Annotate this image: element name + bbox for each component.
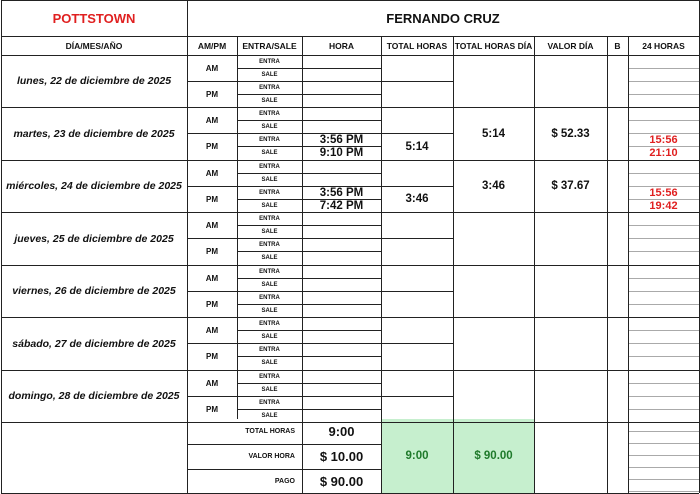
am-out-time-field[interactable] bbox=[302, 121, 381, 134]
total-hours-label: TOTAL HORAS bbox=[245, 428, 295, 435]
hour-value-label: VALOR HORA bbox=[248, 453, 295, 460]
day-value-field[interactable] bbox=[534, 318, 607, 371]
am-out-24h-field[interactable] bbox=[628, 331, 699, 344]
entra-label: ENTRA bbox=[259, 347, 280, 354]
sub-line bbox=[628, 356, 699, 357]
am-in-24h-field[interactable] bbox=[628, 160, 699, 173]
am-out-24h-field[interactable] bbox=[628, 121, 699, 134]
sub-line bbox=[628, 120, 699, 121]
am-out-24h-field[interactable] bbox=[628, 278, 699, 291]
am-in-time-field[interactable] bbox=[302, 160, 381, 173]
col-line bbox=[381, 36, 382, 493]
sub-line bbox=[628, 291, 699, 292]
pm-total-hours-field[interactable]: 3:46 bbox=[405, 193, 429, 206]
entra-label: ENTRA bbox=[259, 242, 280, 249]
am-label: AM bbox=[205, 273, 219, 283]
am-in-time-field[interactable] bbox=[302, 55, 381, 68]
day-total-hours-field[interactable] bbox=[453, 370, 534, 423]
sale-label: SALE bbox=[261, 71, 278, 78]
col-b-header: B bbox=[614, 40, 621, 51]
sale-label: SALE bbox=[261, 150, 278, 157]
sale-label: SALE bbox=[261, 386, 278, 393]
am-out-24h-field[interactable] bbox=[628, 383, 699, 396]
sub-line bbox=[628, 396, 699, 397]
am-in-time-field[interactable] bbox=[302, 370, 381, 383]
half-line bbox=[187, 343, 453, 344]
am-in-24h-field[interactable] bbox=[628, 318, 699, 331]
am-label: AM bbox=[205, 378, 219, 388]
day-date: domingo, 28 de diciembre de 2025 bbox=[8, 390, 180, 403]
half-line bbox=[187, 291, 453, 292]
sub-line bbox=[237, 120, 381, 121]
am-label: AM bbox=[205, 168, 219, 178]
sub-line bbox=[237, 356, 381, 357]
pm-in-24h-field[interactable] bbox=[628, 81, 699, 94]
entra-label: ENTRA bbox=[259, 111, 280, 118]
employee-name: FERNANDO CRUZ bbox=[386, 10, 500, 26]
sub-line bbox=[628, 467, 699, 468]
am-in-24h-field[interactable] bbox=[628, 55, 699, 68]
sub-line bbox=[628, 238, 699, 239]
col-value-day-header: VALOR DÍA bbox=[547, 40, 594, 51]
b-field[interactable] bbox=[607, 213, 628, 266]
am-total-hours-field[interactable] bbox=[381, 265, 453, 291]
col-hour-header: HORA bbox=[328, 40, 355, 51]
pm-out-time-field[interactable] bbox=[302, 94, 381, 107]
sub-line bbox=[628, 278, 699, 279]
day-date: lunes, 22 de diciembre de 2025 bbox=[16, 75, 172, 88]
day-total-hours-field[interactable] bbox=[453, 55, 534, 108]
pm-out-24h-field[interactable] bbox=[628, 304, 699, 317]
sale-label: SALE bbox=[261, 202, 278, 209]
pm-total-hours-field[interactable] bbox=[381, 239, 453, 265]
sub-line bbox=[628, 443, 699, 444]
sub-line bbox=[237, 173, 381, 174]
half-line bbox=[187, 186, 453, 187]
day-date: martes, 23 de diciembre de 2025 bbox=[13, 127, 175, 140]
pm-out-24h-field[interactable]: 21:10 bbox=[649, 147, 678, 160]
sub-line bbox=[628, 133, 699, 134]
col-inout-header: ENTRA/SALE bbox=[242, 40, 297, 51]
col-total-hours-header: TOTAL HORAS bbox=[386, 40, 448, 51]
sub-line bbox=[237, 278, 381, 279]
am-out-24h-field[interactable] bbox=[628, 226, 699, 239]
am-out-time-field[interactable] bbox=[302, 331, 381, 344]
pm-in-time-field[interactable] bbox=[302, 81, 381, 94]
am-out-24h-field[interactable] bbox=[628, 173, 699, 186]
sub-line bbox=[237, 68, 381, 69]
am-total-hours-field[interactable] bbox=[381, 160, 453, 186]
half-line bbox=[187, 238, 453, 239]
title-line bbox=[1, 36, 699, 37]
week-total-hours[interactable]: 9:00 bbox=[405, 450, 429, 462]
day-value-field[interactable] bbox=[534, 213, 607, 266]
day-value-field[interactable]: $ 52.33 bbox=[551, 127, 590, 140]
am-out-24h-field[interactable] bbox=[628, 68, 699, 81]
sub-line bbox=[628, 173, 699, 174]
day-value-field[interactable] bbox=[534, 55, 607, 108]
sale-label: SALE bbox=[261, 334, 278, 341]
col-line bbox=[302, 36, 303, 493]
col-24h-header: 24 HORAS bbox=[642, 40, 685, 51]
sub-line bbox=[628, 455, 699, 456]
am-out-time-field[interactable] bbox=[302, 226, 381, 239]
sub-line bbox=[628, 186, 699, 187]
summary-line bbox=[187, 469, 381, 470]
day-value-field[interactable] bbox=[534, 370, 607, 423]
sub-line bbox=[628, 199, 699, 200]
col-total-day-header: TOTAL HORAS DÍA bbox=[454, 40, 533, 51]
col-line bbox=[453, 36, 454, 493]
am-total-hours-field[interactable] bbox=[381, 318, 453, 344]
am-label: AM bbox=[205, 116, 219, 126]
entra-label: ENTRA bbox=[259, 216, 280, 223]
pm-in-24h-field[interactable] bbox=[628, 396, 699, 409]
entra-label: ENTRA bbox=[259, 321, 280, 328]
sale-label: SALE bbox=[261, 255, 278, 262]
entra-label: ENTRA bbox=[259, 294, 280, 301]
entra-label: ENTRA bbox=[259, 163, 280, 170]
am-out-time-field[interactable] bbox=[302, 383, 381, 396]
am-total-hours-field[interactable] bbox=[381, 370, 453, 396]
total-hours-value[interactable]: 9:00 bbox=[328, 424, 355, 439]
col-line bbox=[534, 36, 535, 493]
pm-out-24h-field[interactable] bbox=[628, 357, 699, 370]
am-label: AM bbox=[205, 63, 219, 73]
sub-line bbox=[628, 343, 699, 344]
day-value-field[interactable] bbox=[534, 265, 607, 318]
pm-in-24h-field[interactable] bbox=[628, 239, 699, 252]
b-field[interactable] bbox=[607, 318, 628, 371]
sale-label: SALE bbox=[261, 307, 278, 314]
sub-line bbox=[628, 68, 699, 69]
pm-in-time-field[interactable] bbox=[302, 396, 381, 409]
pm-in-time-field[interactable]: 3:56 PM bbox=[319, 134, 364, 147]
sale-label: SALE bbox=[261, 124, 278, 131]
pm-label: PM bbox=[206, 89, 218, 99]
pm-out-24h-field[interactable] bbox=[628, 252, 699, 265]
pm-total-hours-field[interactable] bbox=[381, 291, 453, 317]
pay-label: PAGO bbox=[274, 477, 295, 485]
bottom-border bbox=[1, 493, 699, 494]
sub-line bbox=[628, 304, 699, 305]
pm-in-24h-field[interactable] bbox=[628, 344, 699, 357]
col-date-header: DÍA/MES/AÑO bbox=[65, 40, 123, 51]
pm-out-time-field[interactable]: 7:42 PM bbox=[319, 199, 364, 212]
sub-line bbox=[628, 409, 699, 410]
col-line bbox=[187, 0, 188, 493]
sub-line bbox=[628, 491, 699, 492]
day-total-hours-field[interactable]: 3:46 bbox=[481, 180, 506, 193]
sub-line bbox=[237, 383, 381, 384]
week-total-value[interactable]: $ 90.00 bbox=[474, 450, 513, 462]
location-label: POTTSTOWN bbox=[52, 10, 136, 26]
pm-total-hours-field[interactable]: 5:14 bbox=[405, 140, 429, 153]
day-total-hours-field[interactable] bbox=[453, 265, 534, 318]
b-field[interactable] bbox=[607, 108, 628, 161]
sub-line bbox=[237, 225, 381, 226]
am-out-time-field[interactable] bbox=[302, 278, 381, 291]
am-in-24h-field[interactable] bbox=[628, 265, 699, 278]
sub-line bbox=[628, 431, 699, 432]
sub-line bbox=[628, 479, 699, 480]
sub-line bbox=[237, 199, 381, 200]
sub-line bbox=[237, 146, 381, 147]
b-field[interactable] bbox=[607, 160, 628, 213]
half-line bbox=[187, 396, 453, 397]
pm-label: PM bbox=[206, 194, 218, 204]
b-field[interactable] bbox=[607, 265, 628, 318]
col-ampm-header: AM/PM bbox=[197, 40, 227, 51]
summary-line bbox=[187, 444, 381, 445]
am-out-time-field[interactable] bbox=[302, 68, 381, 81]
sub-line bbox=[628, 251, 699, 252]
sub-line bbox=[628, 81, 699, 82]
day-date: miércoles, 24 de diciembre de 2025 bbox=[6, 180, 182, 193]
am-label: AM bbox=[205, 221, 219, 231]
pm-total-hours-field[interactable] bbox=[381, 344, 453, 370]
pm-in-24h-field[interactable] bbox=[628, 291, 699, 304]
am-total-hours-field[interactable] bbox=[381, 55, 453, 81]
col-line bbox=[607, 36, 608, 493]
pm-label: PM bbox=[206, 404, 218, 414]
pm-out-24h-field[interactable] bbox=[628, 94, 699, 107]
sale-label: SALE bbox=[261, 281, 278, 288]
entra-label: ENTRA bbox=[259, 137, 280, 144]
top-border bbox=[1, 0, 699, 1]
pm-in-24h-field[interactable]: 15:56 bbox=[649, 134, 678, 147]
sub-line bbox=[628, 146, 699, 147]
sub-line bbox=[237, 330, 381, 331]
sub-line bbox=[237, 94, 381, 95]
am-in-time-field[interactable] bbox=[302, 265, 381, 278]
day-value-field[interactable]: $ 37.67 bbox=[551, 180, 590, 193]
right-border bbox=[699, 0, 700, 493]
day-total-hours-field[interactable] bbox=[453, 318, 534, 371]
pm-in-time-field[interactable] bbox=[302, 239, 381, 252]
hour-value-value[interactable]: $ 10.00 bbox=[319, 449, 364, 464]
day-date: viernes, 26 de diciembre de 2025 bbox=[12, 285, 176, 298]
pay-value[interactable]: $ 90.00 bbox=[319, 473, 364, 489]
am-in-24h-field[interactable] bbox=[628, 370, 699, 383]
am-in-time-field[interactable] bbox=[302, 213, 381, 226]
day-total-hours-field[interactable] bbox=[453, 213, 534, 266]
entra-label: ENTRA bbox=[259, 373, 280, 380]
am-label: AM bbox=[205, 326, 219, 336]
entra-label: ENTRA bbox=[259, 268, 280, 275]
sub-line bbox=[237, 304, 381, 305]
day-date: sábado, 27 de diciembre de 2025 bbox=[12, 337, 176, 350]
pm-out-time-field[interactable]: 9:10 PM bbox=[319, 147, 364, 160]
sale-label: SALE bbox=[261, 176, 278, 183]
pm-total-hours-field[interactable] bbox=[381, 81, 453, 107]
pm-label: PM bbox=[206, 299, 218, 309]
col-line bbox=[628, 36, 629, 493]
sub-line bbox=[628, 94, 699, 95]
sale-label: SALE bbox=[261, 229, 278, 236]
sub-line bbox=[628, 225, 699, 226]
pm-label: PM bbox=[206, 247, 218, 257]
pm-out-time-field[interactable] bbox=[302, 304, 381, 317]
sub-line bbox=[628, 383, 699, 384]
entra-label: ENTRA bbox=[259, 84, 280, 91]
pm-label: PM bbox=[206, 352, 218, 362]
am-in-24h-field[interactable] bbox=[628, 213, 699, 226]
pm-in-time-field[interactable] bbox=[302, 344, 381, 357]
sale-label: SALE bbox=[261, 97, 278, 104]
pm-in-time-field[interactable]: 3:56 PM bbox=[319, 186, 364, 199]
pm-in-time-field[interactable] bbox=[302, 291, 381, 304]
day-total-hours-field[interactable]: 5:14 bbox=[481, 127, 506, 140]
entra-label: ENTRA bbox=[259, 58, 280, 65]
half-line bbox=[187, 133, 453, 134]
pm-out-time-field[interactable] bbox=[302, 357, 381, 370]
am-in-time-field[interactable] bbox=[302, 108, 381, 121]
half-line bbox=[187, 81, 453, 82]
sale-label: SALE bbox=[261, 360, 278, 367]
b-field[interactable] bbox=[607, 55, 628, 108]
am-out-time-field[interactable] bbox=[302, 173, 381, 186]
am-in-time-field[interactable] bbox=[302, 318, 381, 331]
sale-label: SALE bbox=[261, 412, 278, 419]
pm-in-24h-field[interactable]: 15:56 bbox=[649, 186, 678, 199]
am-in-24h-field[interactable] bbox=[628, 108, 699, 121]
sub-line bbox=[237, 409, 381, 410]
sub-line bbox=[628, 330, 699, 331]
col-line bbox=[237, 36, 238, 419]
am-total-hours-field[interactable] bbox=[381, 213, 453, 239]
entra-label: ENTRA bbox=[259, 189, 280, 196]
pm-label: PM bbox=[206, 142, 218, 152]
sub-line bbox=[237, 251, 381, 252]
pm-out-24h-field[interactable]: 19:42 bbox=[649, 199, 678, 212]
day-date: jueves, 25 de diciembre de 2025 bbox=[14, 232, 174, 245]
b-field[interactable] bbox=[607, 370, 628, 423]
am-total-hours-field[interactable] bbox=[381, 108, 453, 134]
pm-out-24h-field[interactable] bbox=[628, 409, 699, 422]
left-border bbox=[1, 0, 2, 493]
pm-out-time-field[interactable] bbox=[302, 252, 381, 265]
entra-label: ENTRA bbox=[259, 399, 280, 406]
